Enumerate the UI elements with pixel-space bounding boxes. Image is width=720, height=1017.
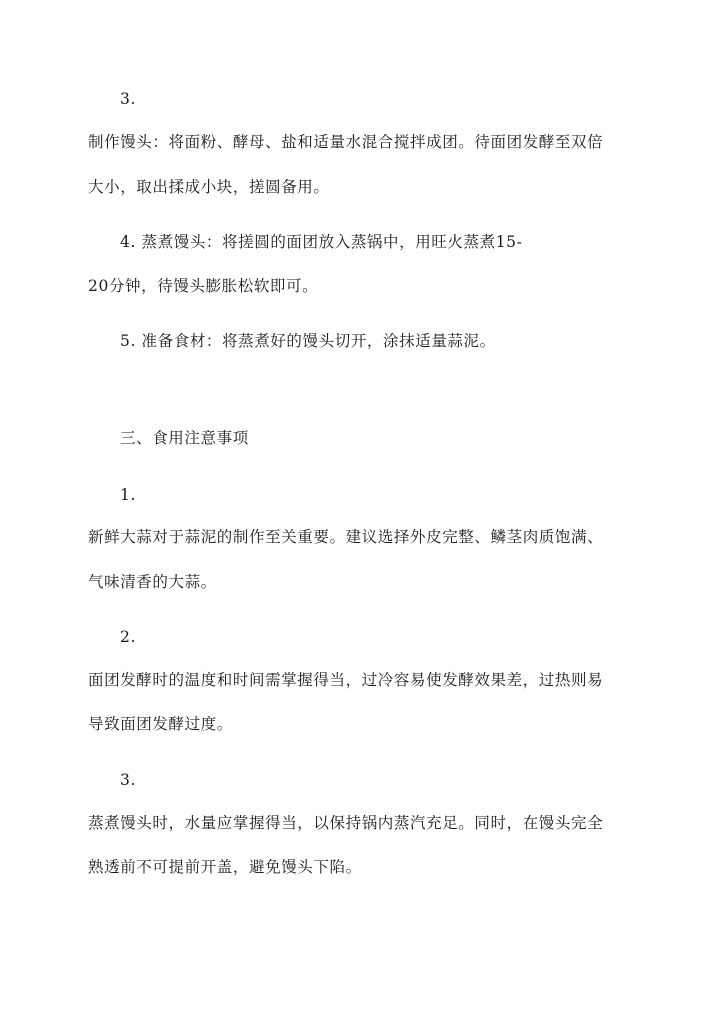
step-number-3: 3. xyxy=(120,90,136,108)
paragraph-prepare: 5. 准备食材：将蒸煮好的馒头切开，涂抹适量蒜泥。 xyxy=(120,332,496,350)
paragraph-steam-line-1: 4. 蒸煮馒头：将搓圆的面团放入蒸锅中，用旺火蒸煮15- xyxy=(120,233,523,251)
paragraph-make-buns-line-2: 大小，取出揉成小块，搓圆备用。 xyxy=(88,178,330,196)
note-number-3: 3. xyxy=(120,771,136,789)
note-number-2: 2. xyxy=(120,628,136,646)
note-2-line-2: 导致面团发酵过度。 xyxy=(88,715,233,733)
paragraph-steam-line-2: 20分钟，待馒头膨胀松软即可。 xyxy=(88,277,319,295)
note-1-line-2: 气味清香的大蒜。 xyxy=(88,573,217,591)
note-1-line-1: 新鲜大蒜对于蒜泥的制作至关重要。建议选择外皮完整、鳞茎肉质饱满、 xyxy=(88,528,604,546)
section-heading: 三、食用注意事项 xyxy=(120,429,249,447)
note-2-line-1: 面团发酵时的温度和时间需掌握得当，过冷容易使发酵效果差，过热则易 xyxy=(88,671,604,689)
note-3-line-2: 熟透前不可提前开盖，避免馒头下陷。 xyxy=(88,858,362,876)
paragraph-make-buns-line-1: 制作馒头：将面粉、酵母、盐和适量水混合搅拌成团。待面团发酵至双倍 xyxy=(88,133,604,151)
note-3-line-1: 蒸煮馒头时，水量应掌握得当，以保持锅内蒸汽充足。同时，在馒头完全 xyxy=(88,814,604,832)
note-number-1: 1. xyxy=(120,486,136,504)
